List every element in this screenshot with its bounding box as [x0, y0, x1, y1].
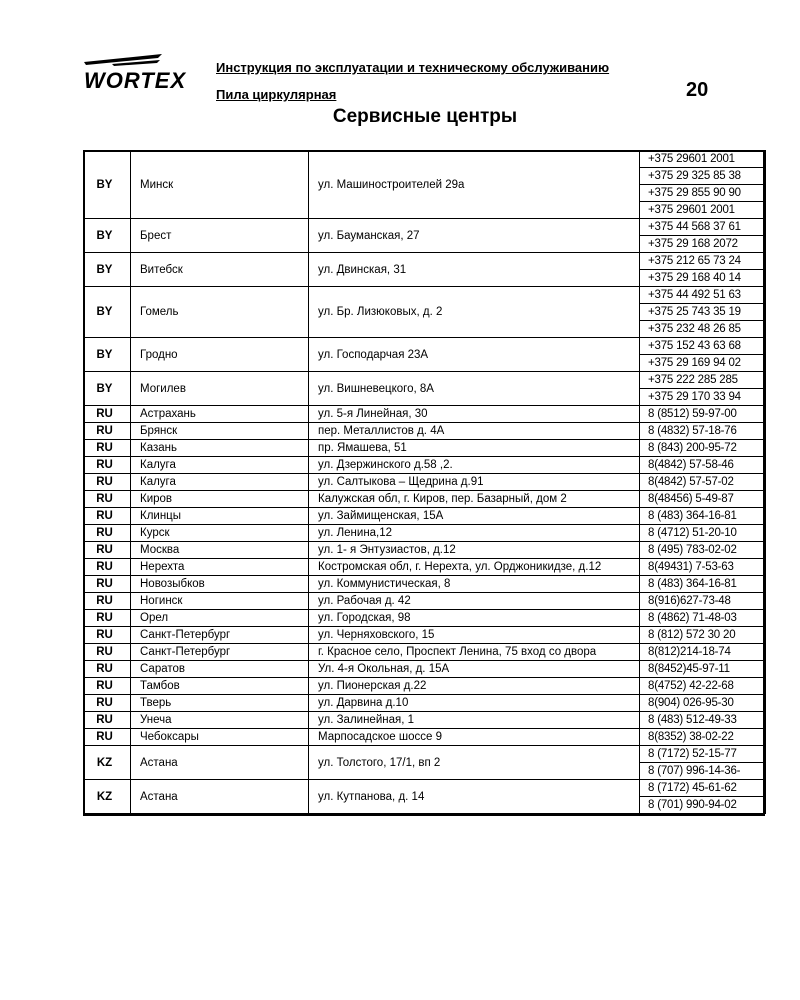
country-cell: RU: [85, 406, 131, 423]
address-cell: ул. Дзержинского д.58 ,2.: [309, 457, 640, 474]
address-cell: ул. Рабочая д. 42: [309, 593, 640, 610]
table-row: [85, 644, 766, 661]
address-cell: ул. Господарчая 23А: [309, 338, 640, 372]
phone-cell: 8(4752) 42-22-68: [640, 678, 766, 695]
table-row: [85, 151, 766, 168]
table-row: [85, 729, 766, 746]
address-cell: ул. 1- я Энтузиастов, д.12: [309, 542, 640, 559]
phone-cell: 8 (843) 200-95-72: [640, 440, 766, 457]
table-row: [85, 474, 766, 491]
country-cell: RU: [85, 712, 131, 729]
phone-cell: 8(916)627-73-48: [640, 593, 766, 610]
address-cell: пр. Ямашева, 51: [309, 440, 640, 457]
city-cell: Ногинск: [131, 593, 309, 610]
address-cell: Марпосадское шоссе 9: [309, 729, 640, 746]
phone-cell: 8 (812) 572 30 20: [640, 627, 766, 644]
table-row: [85, 746, 766, 763]
city-cell: Унеча: [131, 712, 309, 729]
phone-cell: 8(8452)45-97-11: [640, 661, 766, 678]
country-cell: RU: [85, 423, 131, 440]
country-cell: RU: [85, 644, 131, 661]
phone-cell: +375 212 65 73 24: [640, 253, 766, 270]
phone-cell: 8 (4712) 51-20-10: [640, 525, 766, 542]
country-cell: RU: [85, 678, 131, 695]
address-cell: Ул. 4-я Окольная, д. 15А: [309, 661, 640, 678]
table-row: [85, 219, 766, 236]
city-cell: Курск: [131, 525, 309, 542]
country-cell: RU: [85, 576, 131, 593]
address-cell: ул. Ленина,12: [309, 525, 640, 542]
city-cell: Нерехта: [131, 559, 309, 576]
phone-cell: +375 29 170 33 94: [640, 389, 766, 406]
city-cell: Москва: [131, 542, 309, 559]
phone-cell: 8(812)214-18-74: [640, 644, 766, 661]
country-cell: BY: [85, 338, 131, 372]
phone-cell: +375 29 855 90 90: [640, 185, 766, 202]
document-header-title: Инструкция по эксплуатации и техническому обслуживанию: [216, 60, 610, 75]
table-row: [85, 440, 766, 457]
phone-cell: 8 (8512) 59-97-00: [640, 406, 766, 423]
phone-cell: 8 (707) 996-14-36-: [640, 763, 766, 780]
table-row: [85, 406, 766, 423]
country-cell: RU: [85, 542, 131, 559]
phone-cell: +375 222 285 285: [640, 372, 766, 389]
city-cell: Тамбов: [131, 678, 309, 695]
table-row: [85, 491, 766, 508]
phone-cell: +375 25 743 35 19: [640, 304, 766, 321]
city-cell: Брест: [131, 219, 309, 253]
city-cell: Минск: [131, 151, 309, 219]
country-cell: RU: [85, 474, 131, 491]
wortex-logo: [82, 52, 204, 92]
country-cell: RU: [85, 508, 131, 525]
table-row: [85, 372, 766, 389]
table-row: [85, 508, 766, 525]
table-row: [85, 457, 766, 474]
phone-cell: +375 29 168 2072: [640, 236, 766, 253]
table-row: [85, 661, 766, 678]
country-cell: RU: [85, 440, 131, 457]
phone-cell: 8(4842) 57-58-46: [640, 457, 766, 474]
country-cell: RU: [85, 593, 131, 610]
address-cell: ул. Городская, 98: [309, 610, 640, 627]
country-cell: KZ: [85, 780, 131, 814]
city-cell: Гомель: [131, 287, 309, 338]
city-cell: Брянск: [131, 423, 309, 440]
table-row: [85, 542, 766, 559]
address-cell: ул. 5-я Линейная, 30: [309, 406, 640, 423]
city-cell: Орел: [131, 610, 309, 627]
table-row: [85, 253, 766, 270]
phone-cell: +375 29601 2001: [640, 151, 766, 168]
country-cell: RU: [85, 525, 131, 542]
phone-cell: 8(904) 026-95-30: [640, 695, 766, 712]
city-cell: Саратов: [131, 661, 309, 678]
phone-cell: 8 (483) 512-49-33: [640, 712, 766, 729]
city-cell: Киров: [131, 491, 309, 508]
phone-cell: 8 (4862) 71-48-03: [640, 610, 766, 627]
city-cell: Клинцы: [131, 508, 309, 525]
phone-cell: +375 29 168 40 14: [640, 270, 766, 287]
city-cell: Астана: [131, 746, 309, 780]
phone-cell: 8 (7172) 45-61-62: [640, 780, 766, 797]
address-cell: ул. Залинейная, 1: [309, 712, 640, 729]
svg-text:WORTEX: WORTEX: [84, 68, 187, 92]
table-row: [85, 695, 766, 712]
phone-cell: +375 29 169 94 02: [640, 355, 766, 372]
address-cell: ул. Дарвина д.10: [309, 695, 640, 712]
address-cell: ул. Бр. Лизюковых, д. 2: [309, 287, 640, 338]
table-row: [85, 610, 766, 627]
wortex-logo-graphic: [82, 52, 204, 92]
phone-cell: +375 232 48 26 85: [640, 321, 766, 338]
country-cell: RU: [85, 457, 131, 474]
phone-cell: 8(4842) 57-57-02: [640, 474, 766, 491]
country-cell: KZ: [85, 746, 131, 780]
address-cell: ул. Бауманская, 27: [309, 219, 640, 253]
city-cell: Чебоксары: [131, 729, 309, 746]
country-cell: BY: [85, 253, 131, 287]
city-cell: Могилев: [131, 372, 309, 406]
address-cell: ул. Двинская, 31: [309, 253, 640, 287]
address-cell: ул. Машиностроителей 29а: [309, 151, 640, 219]
city-cell: Астрахань: [131, 406, 309, 423]
table-row: [85, 287, 766, 304]
country-cell: RU: [85, 610, 131, 627]
table-row: [85, 627, 766, 644]
phone-cell: +375 44 568 37 61: [640, 219, 766, 236]
page-number: 20: [686, 79, 709, 101]
phone-cell: 8 (483) 364-16-81: [640, 576, 766, 593]
address-cell: ул. Коммунистическая, 8: [309, 576, 640, 593]
country-cell: BY: [85, 372, 131, 406]
country-cell: RU: [85, 661, 131, 678]
city-cell: Санкт-Петербург: [131, 627, 309, 644]
city-cell: Астана: [131, 780, 309, 814]
city-cell: Калуга: [131, 474, 309, 491]
phone-cell: 8 (483) 364-16-81: [640, 508, 766, 525]
city-cell: Калуга: [131, 457, 309, 474]
country-cell: RU: [85, 695, 131, 712]
country-cell: RU: [85, 729, 131, 746]
city-cell: Санкт-Петербург: [131, 644, 309, 661]
address-cell: Костромская обл, г. Нерехта, ул. Орджоникидзе, д.12: [309, 559, 640, 576]
city-cell: Казань: [131, 440, 309, 457]
table-row: [85, 576, 766, 593]
document-header-subtitle: Пила циркулярная: [216, 87, 337, 102]
address-cell: ул. Вишневецкого, 8А: [309, 372, 640, 406]
phone-cell: 8 (701) 990-94-02: [640, 797, 766, 814]
phone-cell: 8 (4832) 57-18-76: [640, 423, 766, 440]
phone-cell: 8 (495) 783-02-02: [640, 542, 766, 559]
table-row: [85, 338, 766, 355]
country-cell: BY: [85, 151, 131, 219]
phone-cell: 8(48456) 5-49-87: [640, 491, 766, 508]
address-cell: ул. Толстого, 17/1, вп 2: [309, 746, 640, 780]
table-row: [85, 423, 766, 440]
service-centers-table: [84, 150, 766, 814]
phone-cell: +375 29601 2001: [640, 202, 766, 219]
address-cell: ул. Черняховского, 15: [309, 627, 640, 644]
country-cell: RU: [85, 559, 131, 576]
table-row: [85, 559, 766, 576]
phone-cell: 8 (7172) 52-15-77: [640, 746, 766, 763]
phone-cell: +375 44 492 51 63: [640, 287, 766, 304]
table-row: [85, 525, 766, 542]
country-cell: RU: [85, 627, 131, 644]
address-cell: ул. Кутпанова, д. 14: [309, 780, 640, 814]
address-cell: г. Красное село, Проспект Ленина, 75 вход со двора: [309, 644, 640, 661]
country-cell: BY: [85, 219, 131, 253]
address-cell: ул. Займищенская, 15А: [309, 508, 640, 525]
table-row: [85, 712, 766, 729]
phone-cell: 8(8352) 38-02-22: [640, 729, 766, 746]
phone-cell: +375 152 43 63 68: [640, 338, 766, 355]
table-row: [85, 678, 766, 695]
table-row: [85, 593, 766, 610]
table-row: [85, 780, 766, 797]
address-cell: ул. Салтыкова – Щедрина д.91: [309, 474, 640, 491]
city-cell: Новозыбков: [131, 576, 309, 593]
address-cell: пер. Металлистов д. 4А: [309, 423, 640, 440]
phone-cell: 8(49431) 7-53-63: [640, 559, 766, 576]
country-cell: RU: [85, 491, 131, 508]
country-cell: BY: [85, 287, 131, 338]
city-cell: Гродно: [131, 338, 309, 372]
address-cell: Калужская обл, г. Киров, пер. Базарный, дом 2: [309, 491, 640, 508]
city-cell: Тверь: [131, 695, 309, 712]
phone-cell: +375 29 325 85 38: [640, 168, 766, 185]
address-cell: ул. Пионерская д.22: [309, 678, 640, 695]
city-cell: Витебск: [131, 253, 309, 287]
page-title: Сервисные центры: [332, 106, 518, 127]
